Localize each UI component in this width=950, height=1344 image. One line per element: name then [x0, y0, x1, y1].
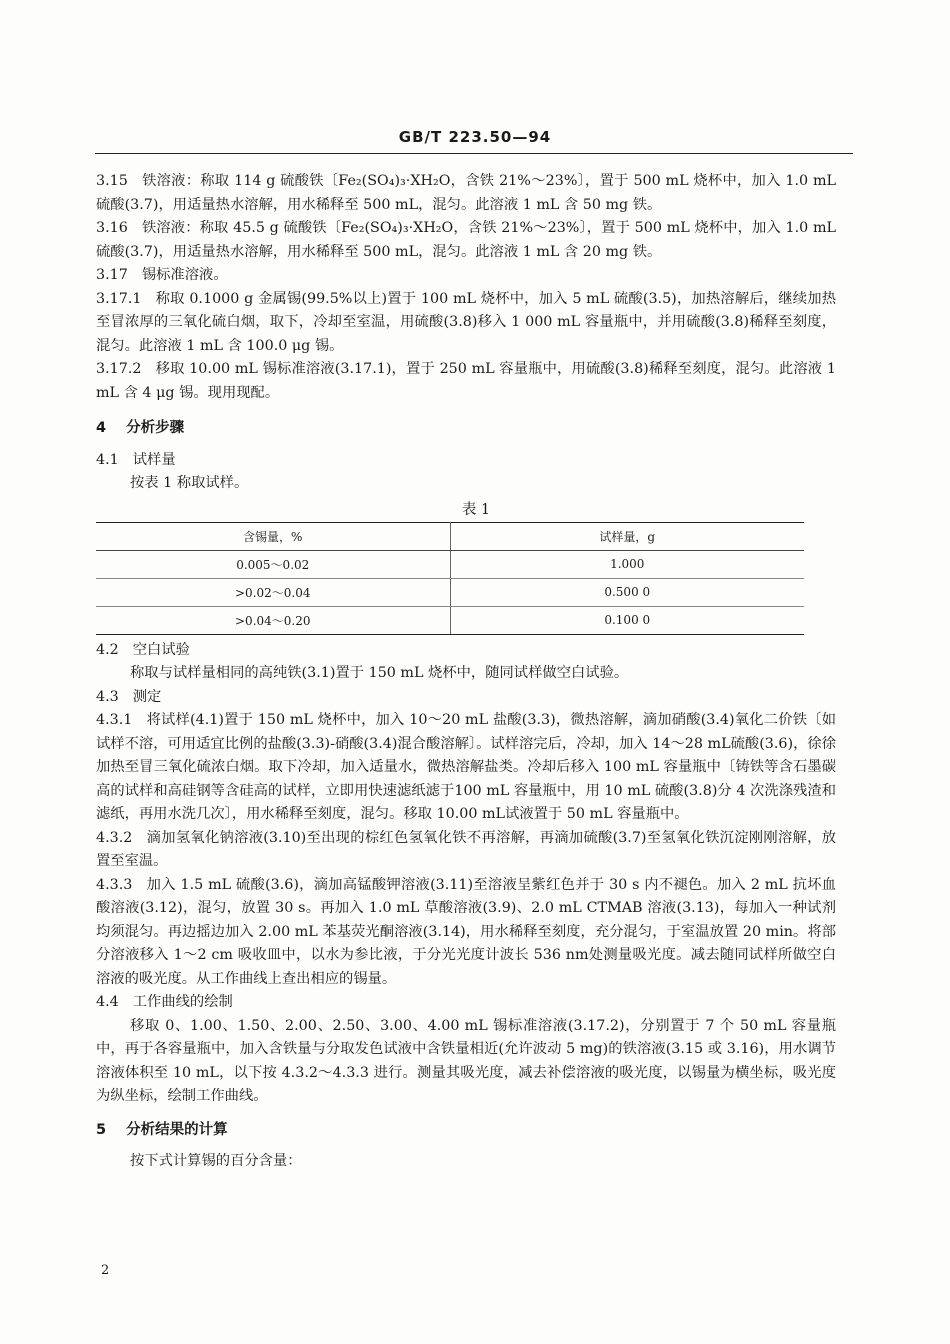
- clause-4-3-3: 4.3.3 加入 1.5 mL 硫酸(3.6)，滴加高锰酸钾溶液(3.11)至溶液呈紫红色并于 30 s 内不褪色。加入 2 mL 抗坏血酸溶液(3.12)，混匀，放置 30 s。再加入 1.0 mL 草酸溶液(3.9)、2.0 mL CTMAB 溶液(3.13)，每加入一种试剂均须混匀。再边摇边加入 2.00 mL 苯基荧光酮溶液(3.14)，用水稀释至刻度，充分混匀，于室温放置 20 min。将部分溶液移入 1～2 cm 吸收皿中，以水为参比液，于分光光度计波长 536 nm处测量吸光度。减去随同试样所做空白溶液的吸光度。从工作曲线上查出相应的锡量。: [96, 876, 836, 987]
- clause-3-16: 3.16 铁溶液：称取 45.5 g 硫酸铁〔Fe₂(SO₄)₃·XH₂O，含铁 21%～23%〕，置于 500 mL 烧杯中，加入 1.0 mL硫酸(3.7)，用适量热水溶解，用水稀释至 500 mL，混匀。此溶液 1 mL 含 20 mg 铁。: [96, 220, 836, 260]
- table-cell: 0.005～0.02: [96, 550, 450, 578]
- clause-5-text: 按下式计算锡的百分含量：: [130, 1153, 302, 1169]
- page-number: 2: [101, 1263, 110, 1278]
- clause-3-17-1: 3.17.1 称取 0.1000 g 金属锡(99.5%以上)置于 100 mL 烧杯中，加入 5 mL 硫酸(3.5)，加热溶解后，继续加热至冒浓厚的三氧化硫白烟，取下，冷却至室温，用硫酸(3.8)移入 1 000 mL 容量瓶中，并用硫酸(3.8)稀释至刻度，混匀。此溶液 1 mL 含 100.0 μg 锡。: [96, 290, 836, 354]
- clause-4-1-text: 按表 1 称取试样。: [130, 475, 249, 491]
- clause-3-17-2: 3.17.2 移取 10.00 mL 锡标准溶液(3.17.1)，置于 250 mL 容量瓶中，用硫酸(3.8)稀释至刻度，混匀。此溶液 1 mL 含 4 μg 锡。现用现配。: [96, 361, 836, 401]
- table-cell: 1.000: [450, 550, 804, 578]
- table-cell: 0.500 0: [450, 578, 804, 606]
- clause-4-2-text: 称取与试样量相同的高纯铁(3.1)置于 150 mL 烧杯中，随同试样做空白试验。: [130, 665, 629, 681]
- standard-code-header: GB/T 223.50—94: [398, 128, 552, 146]
- table-cell: 0.100 0: [450, 606, 804, 634]
- section-5-heading: 5 分析结果的计算: [96, 1121, 228, 1138]
- table-row: [96, 578, 804, 606]
- page-content: [96, 170, 836, 1174]
- table-header-row: [96, 522, 804, 550]
- table-header-cell: 含锡量，%: [96, 522, 450, 550]
- table-header-cell: 试样量，g: [450, 522, 804, 550]
- table-row: [96, 606, 804, 634]
- clause-4-2-heading: 4.2 空白试验: [96, 641, 190, 658]
- clause-3-17: 3.17 锡标准溶液。: [96, 267, 228, 283]
- clause-4-4-heading: 4.4 工作曲线的绘制: [96, 994, 233, 1010]
- table-row: [96, 550, 804, 578]
- table-caption: 表 1: [461, 501, 491, 518]
- clause-4-3-heading: 4.3 测定: [96, 688, 162, 705]
- clause-4-4-text: 移取 0、1.00、1.50、2.00、2.50、3.00、4.00 mL 锡标准溶液(3.17.2)，分别置于 7 个 50 mL 容量瓶中，再于各容量瓶中，加入含铁量与分取发色试液中含铁量相近(允许波动 5 mg)的铁溶液(3.15 或 3.16)，用水调节溶液体积至 10 mL，以下按 4.3.2～4.3.3 进行。测量其吸光度，减去补偿溶液的吸光度，以锡量为横坐标，吸光度为纵坐标，绘制工作曲线。: [96, 1017, 836, 1104]
- clause-4-3-2: 4.3.2 滴加氢氧化钠溶液(3.10)至出现的棕红色氢氧化铁不再溶解，再滴加硫酸(3.7)至氢氧化铁沉淀刚刚溶解，放置至室温。: [96, 829, 836, 869]
- clause-4-1-heading: 4.1 试样量: [96, 451, 176, 468]
- header-rule: [95, 153, 853, 154]
- clause-4-3-1: 4.3.1 将试样(4.1)置于 150 mL 烧杯中，加入 10～20 mL 盐酸(3.3)，微热溶解，滴加硝酸(3.4)氧化二价铁〔如试样不溶，可用适宜比例的盐酸(3.3)-硝酸(3.4)混合酸溶解〕。试样溶完后，冷却，加入 14～28 mL硫酸(3.6)，徐徐加热至冒三氧化硫浓白烟。取下冷却，加入适量水，微热溶解盐类。冷却后移入 100 mL 容量瓶中〔铸铁等含石墨碳高的试样和高硅钢等含硅高的试样，立即用快速滤纸滤于100 mL 容量瓶中，用 10 mL 硫酸(3.8)分 4 次洗涤残渣和滤纸，再用水洗几次〕，用水稀释至刻度，混匀。移取 10.00 mL试液置于 50 mL 容量瓶中。: [96, 712, 836, 822]
- table-cell: >0.04～0.20: [96, 606, 450, 634]
- table-cell: >0.02～0.04: [96, 578, 450, 606]
- sample-mass-table: [96, 522, 804, 635]
- section-4-heading: 4 分析步骤: [96, 420, 185, 436]
- clause-3-15: 3.15 铁溶液：称取 114 g 硫酸铁〔Fe₂(SO₄)₃·XH₂O，含铁 21%～23%〕，置于 500 mL 烧杯中，加入 1.0 mL硫酸(3.7)，用适量热水溶解，用水稀释至 500 mL，混匀。此溶液 1 mL 含 50 mg 铁。: [96, 173, 836, 213]
